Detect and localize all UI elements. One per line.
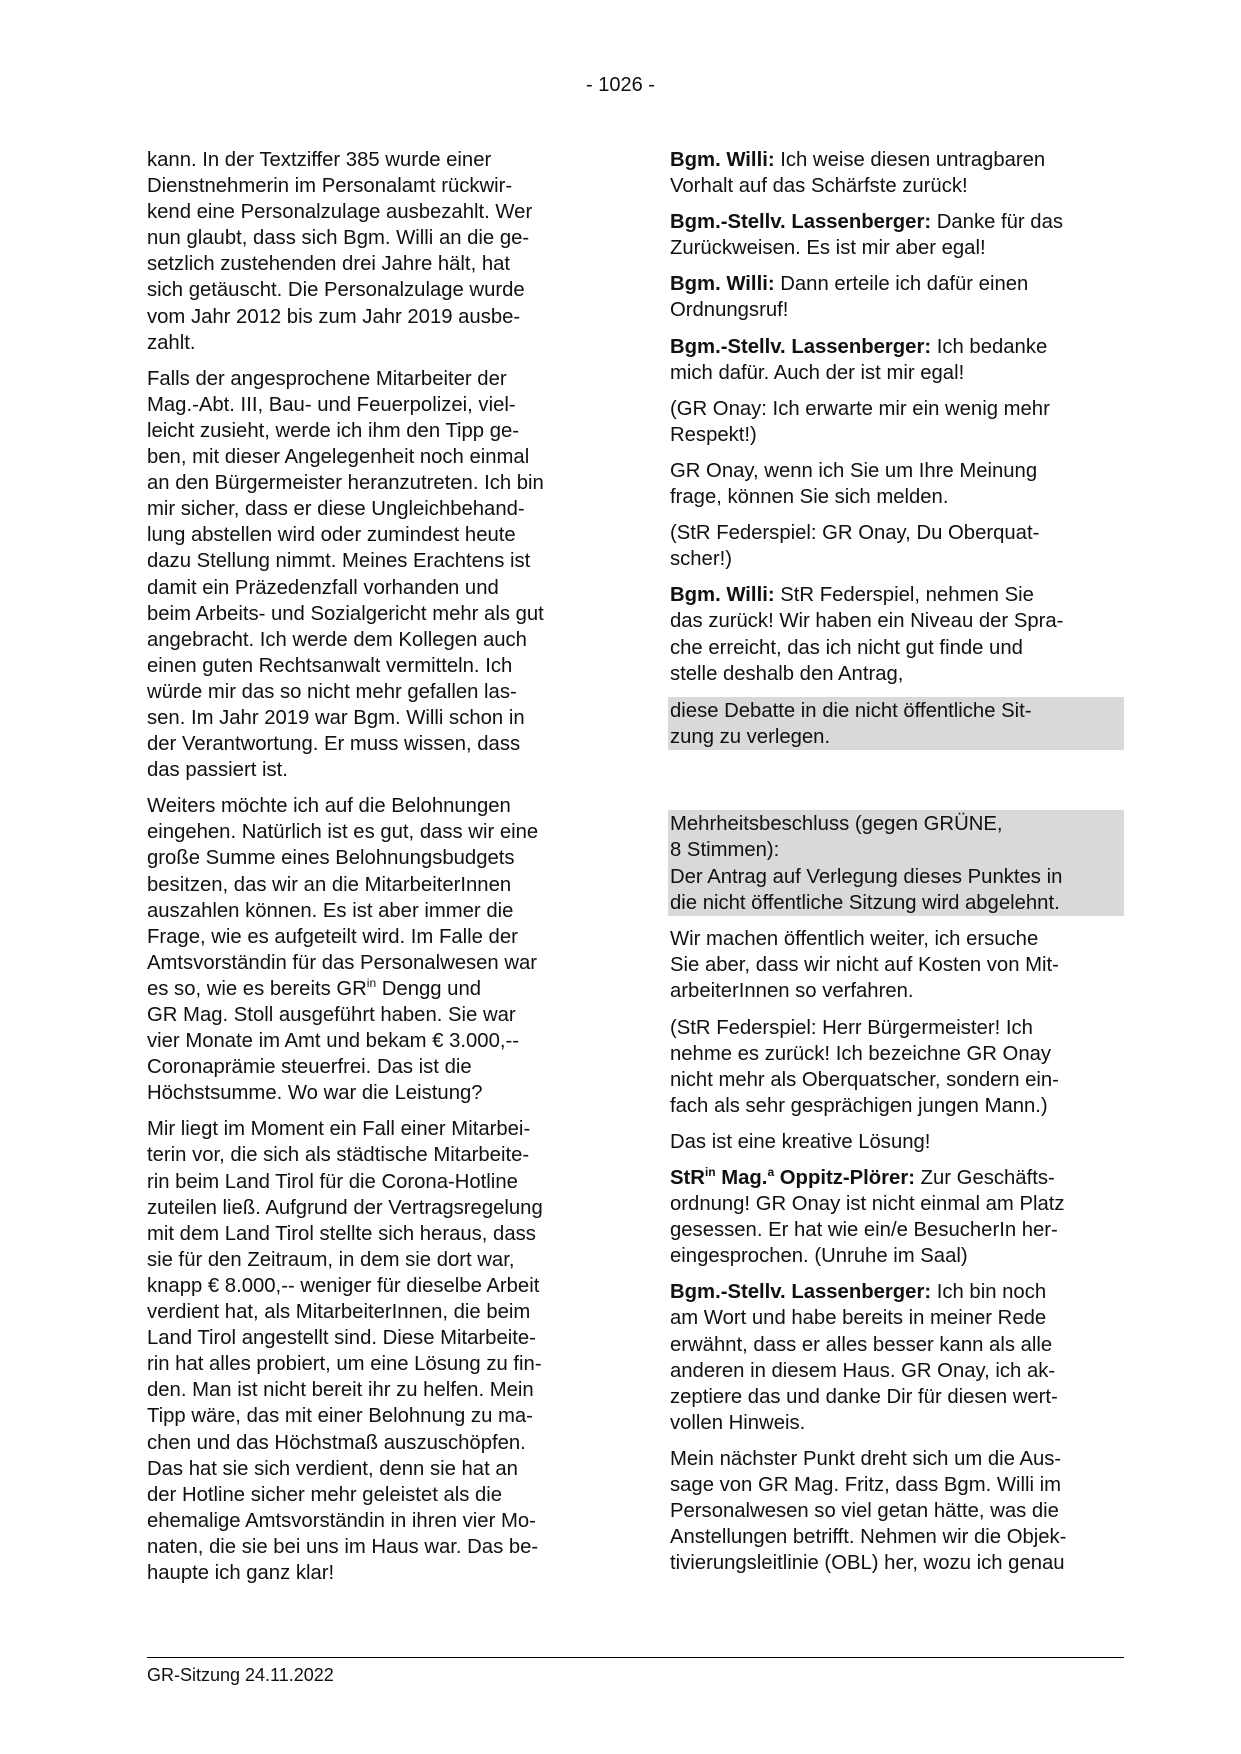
text-line: einen guten Rechtsanwalt vermitteln. Ich bbox=[147, 654, 513, 677]
paragraph bbox=[670, 520, 1124, 572]
text-line: erwähnt, dass er alles besser kann als alle bbox=[670, 1333, 1053, 1356]
text-line: große Summe eines Belohnungsbudgets bbox=[147, 847, 515, 870]
text-line: Respekt!) bbox=[670, 423, 757, 446]
text-line: Dienstnehmerin im Personalamt rückwir- bbox=[147, 175, 513, 198]
text-line: besitzen, das wir an die MitarbeiterInnen bbox=[147, 873, 512, 896]
text-line: mit dem Land Tirol stellte sich heraus, dass bbox=[147, 1222, 536, 1245]
text-line: Wir machen öffentlich weiter, ich ersuche bbox=[670, 928, 1039, 951]
text-line: (GR Onay: Ich erwarte mir ein wenig mehr bbox=[670, 397, 1050, 420]
text-line: ben, mit dieser Angelegenheit noch einmal bbox=[147, 446, 530, 469]
paragraph bbox=[670, 458, 1124, 510]
paragraph bbox=[670, 1015, 1124, 1119]
text-line: knapp € 8.000,-- weniger für dieselbe Arbeit bbox=[147, 1274, 540, 1297]
text-line: Das ist eine kreative Lösung! bbox=[670, 1130, 931, 1153]
text-line: mich dafür. Auch der ist mir egal! bbox=[670, 361, 965, 384]
text-line: Der Antrag auf Verlegung dieses Punktes in bbox=[670, 866, 1063, 889]
text-line: terin vor, die sich als städtische Mitarbeite- bbox=[147, 1144, 530, 1167]
text-line: gesessen. Er hat wie ein/e BesucherIn her- bbox=[670, 1219, 1058, 1242]
text-line: mir sicher, dass er diese Ungleichbehand- bbox=[147, 498, 525, 521]
text-line: Personalwesen so viel getan hätte, was die bbox=[670, 1500, 1059, 1523]
text-line: Bgm. Willi: StR Federspiel, nehmen Sie bbox=[670, 584, 1034, 607]
text-line: Bgm.-Stellv. Lassenberger: Ich bedanke bbox=[670, 335, 1048, 358]
text-line: kend eine Personalzulage ausbezahlt. Wer bbox=[147, 201, 533, 224]
paragraph bbox=[670, 1129, 1124, 1155]
text-line: Amtsvorständin für das Personalwesen war bbox=[147, 951, 538, 974]
text-line: arbeiterInnen so verfahren. bbox=[670, 980, 914, 1003]
text-line: eingehen. Natürlich ist es gut, dass wir eine bbox=[147, 821, 539, 844]
left-column bbox=[147, 147, 605, 1596]
paragraph bbox=[670, 396, 1124, 448]
text-line: nehme es zurück! Ich bezeichne GR Onay bbox=[670, 1042, 1052, 1065]
paragraph bbox=[670, 582, 1124, 686]
resolution-box bbox=[668, 863, 1124, 916]
text-line: ordnung! GR Onay ist nicht einmal am Platz bbox=[670, 1193, 1065, 1216]
text-line: Tipp wäre, das mit einer Belohnung zu ma- bbox=[147, 1405, 533, 1428]
text-line: dazu Stellung nimmt. Meines Erachtens ist bbox=[147, 550, 531, 573]
text-line: Falls der angesprochene Mitarbeiter der bbox=[147, 367, 507, 390]
text-line: Land Tirol angestellt sind. Diese Mitarbeite- bbox=[147, 1327, 536, 1350]
text-line: zahlt. bbox=[147, 331, 196, 354]
text-line: fach als sehr gesprächigen jungen Mann.) bbox=[670, 1094, 1048, 1117]
text-line: sie für den Zeitraum, in dem sie dort war, bbox=[147, 1248, 515, 1271]
text-line: Frage, wie es aufgeteilt wird. Im Falle der bbox=[147, 925, 518, 948]
paragraph bbox=[670, 1279, 1124, 1436]
text-line: lung abstellen wird oder zumindest heute bbox=[147, 524, 516, 547]
text-line: Mehrheitsbeschluss (gegen GRÜNE, bbox=[670, 812, 1003, 835]
text-line: setzlich zustehenden drei Jahre hält, hat bbox=[147, 253, 511, 276]
resolution-box bbox=[668, 810, 1124, 863]
text-line: Anstellungen betrifft. Nehmen wir die Objek- bbox=[670, 1526, 1067, 1549]
text-line: Mag.-Abt. III, Bau- und Feuerpolizei, viel- bbox=[147, 393, 516, 416]
text-line: Bgm. Willi: Dann erteile ich dafür einen bbox=[670, 273, 1029, 296]
paragraph bbox=[670, 1446, 1124, 1576]
text-line: scher!) bbox=[670, 548, 732, 571]
text-line: frage, können Sie sich melden. bbox=[670, 486, 949, 509]
page-number: - 1026 - bbox=[586, 74, 655, 96]
text-line: GR Onay, wenn ich Sie um Ihre Meinung bbox=[670, 459, 1038, 482]
text-line: (StR Federspiel: Herr Bürgermeister! Ich bbox=[670, 1016, 1033, 1039]
text-line: damit ein Präzedenzfall vorhanden und bbox=[147, 576, 499, 599]
text-line: Weiters möchte ich auf die Belohnungen bbox=[147, 795, 511, 818]
right-column bbox=[670, 147, 1124, 1586]
paragraph bbox=[670, 209, 1124, 261]
text-line: Vorhalt auf das Schärfste zurück! bbox=[670, 175, 968, 198]
text-line: kann. In der Textziffer 385 wurde einer bbox=[147, 149, 492, 171]
text-line: Ordnungsruf! bbox=[670, 299, 789, 322]
paragraph bbox=[670, 147, 1124, 199]
text-line: es so, wie es bereits $GR^{in}$ Dengg und bbox=[147, 975, 482, 1000]
text-line: haupte ich ganz klar! bbox=[147, 1561, 335, 1584]
text-line: an den Bürgermeister heranzutreten. Ich bin bbox=[147, 472, 544, 495]
text-line: der Hotline sicher mehr geleistet als die bbox=[147, 1483, 503, 1506]
text-line: das passiert ist. bbox=[147, 759, 288, 782]
text-line: Das hat sie sich verdient, denn sie hat an bbox=[147, 1457, 518, 1480]
text-line: sage von GR Mag. Fritz, dass Bgm. Willi im bbox=[670, 1474, 1062, 1497]
text-line: Bgm.-Stellv. Lassenberger: Ich bin noch bbox=[670, 1281, 1047, 1304]
text-line: das zurück! Wir haben ein Niveau der Spra- bbox=[670, 610, 1064, 633]
text-line: vollen Hinweis. bbox=[670, 1411, 806, 1434]
text-line: eingesprochen. (Unruhe im Saal) bbox=[670, 1245, 968, 1268]
text-line: (StR Federspiel: GR Onay, Du Oberquat- bbox=[670, 522, 1040, 545]
footer-session-date: GR-Sitzung 24.11.2022 bbox=[147, 1665, 334, 1685]
text-line: chen und das Höchstmaß auszuschöpfen. bbox=[147, 1431, 526, 1454]
paragraph bbox=[147, 366, 605, 784]
text-line: Coronaprämie steuerfrei. Das ist die bbox=[147, 1056, 472, 1079]
text-line: ehemalige Amtsvorständin in ihren vier Mo- bbox=[147, 1509, 536, 1532]
paragraph bbox=[670, 1165, 1124, 1269]
footer-divider bbox=[147, 1657, 1124, 1658]
paragraph bbox=[670, 926, 1124, 1004]
text-line: Höchstsumme. Wo war die Leistung? bbox=[147, 1082, 483, 1105]
text-line: nicht mehr als Oberquatscher, sondern ein- bbox=[670, 1068, 1059, 1091]
text-line: rin beim Land Tirol für die Corona-Hotline bbox=[147, 1170, 518, 1193]
paragraph bbox=[670, 334, 1124, 386]
text-line: diese Debatte in die nicht öffentliche Sit- bbox=[670, 699, 1032, 722]
text-line: den. Man ist nicht bereit ihr zu helfen. Mein bbox=[147, 1379, 534, 1402]
text-line: GR Mag. Stoll ausgeführt haben. Sie war bbox=[147, 1004, 516, 1026]
text-line: Bgm. Willi: Ich weise diesen untragbaren bbox=[670, 149, 1046, 171]
text-line: auszahlen können. Es ist aber immer die bbox=[147, 899, 514, 922]
text-line: die nicht öffentliche Sitzung wird abgelehnt. bbox=[670, 892, 1060, 915]
text-line: 8 Stimmen): bbox=[670, 838, 780, 861]
text-line: stelle deshalb den Antrag, bbox=[670, 662, 904, 685]
text-line: zung zu verlegen. bbox=[670, 725, 831, 748]
text-line: vom Jahr 2012 bis zum Jahr 2019 ausbe- bbox=[147, 305, 521, 328]
paragraph bbox=[147, 793, 605, 1106]
spacer bbox=[670, 760, 1124, 810]
text-line: Sie aber, dass wir nicht auf Kosten von Mit- bbox=[670, 954, 1059, 977]
text-line: würde mir das so nicht mehr gefallen las- bbox=[147, 680, 517, 703]
text-line: vier Monate im Amt und bekam € 3.000,-- bbox=[147, 1030, 519, 1053]
text-line: Mein nächster Punkt dreht sich um die Aus- bbox=[670, 1447, 1062, 1470]
text-line: nun glaubt, dass sich Bgm. Willi an die ge- bbox=[147, 227, 530, 250]
text-line: beim Arbeits- und Sozialgericht mehr als gut bbox=[147, 602, 544, 625]
text-line: angebracht. Ich werde dem Kollegen auch bbox=[147, 628, 527, 651]
text-line: Bgm.-Stellv. Lassenberger: Danke für das bbox=[670, 211, 1064, 234]
resolution-box bbox=[668, 697, 1124, 750]
text-line: StR$^{in}$ Mag.$^a$ Oppitz-Plörer: Zur Geschäfts- bbox=[670, 1165, 1055, 1189]
text-line: verdient hat, als MitarbeiterInnen, die beim bbox=[147, 1301, 531, 1324]
text-line: che erreicht, das ich nicht gut finde und bbox=[670, 636, 1023, 659]
text-line: sich getäuscht. Die Personalzulage wurde bbox=[147, 279, 525, 302]
paragraph bbox=[147, 147, 605, 356]
text-line: am Wort und habe bereits in meiner Rede bbox=[670, 1307, 1047, 1330]
text-line: naten, die sie bei uns im Haus war. Das be- bbox=[147, 1535, 539, 1558]
text-line: zuteilen ließ. Aufgrund der Vertragsregelung bbox=[147, 1196, 543, 1219]
paragraph bbox=[147, 1116, 605, 1586]
text-line: tivierungsleitlinie (OBL) her, wozu ich genau bbox=[670, 1552, 1065, 1575]
text-line: Zurückweisen. Es ist mir aber egal! bbox=[670, 237, 986, 260]
paragraph bbox=[670, 271, 1124, 323]
text-line: zeptiere das und danke Dir für diesen wert- bbox=[670, 1385, 1058, 1408]
text-line: rin hat alles probiert, um eine Lösung zu fin- bbox=[147, 1353, 542, 1376]
text-line: sen. Im Jahr 2019 war Bgm. Willi schon in bbox=[147, 706, 525, 729]
text-line: der Verantwortung. Er muss wissen, dass bbox=[147, 733, 521, 756]
text-line: leicht zusieht, werde ich ihm den Tipp ge- bbox=[147, 419, 520, 442]
text-line: anderen in diesem Haus. GR Onay, ich ak- bbox=[670, 1359, 1056, 1382]
text-line: Mir liegt im Moment ein Fall einer Mitarbei- bbox=[147, 1118, 531, 1141]
